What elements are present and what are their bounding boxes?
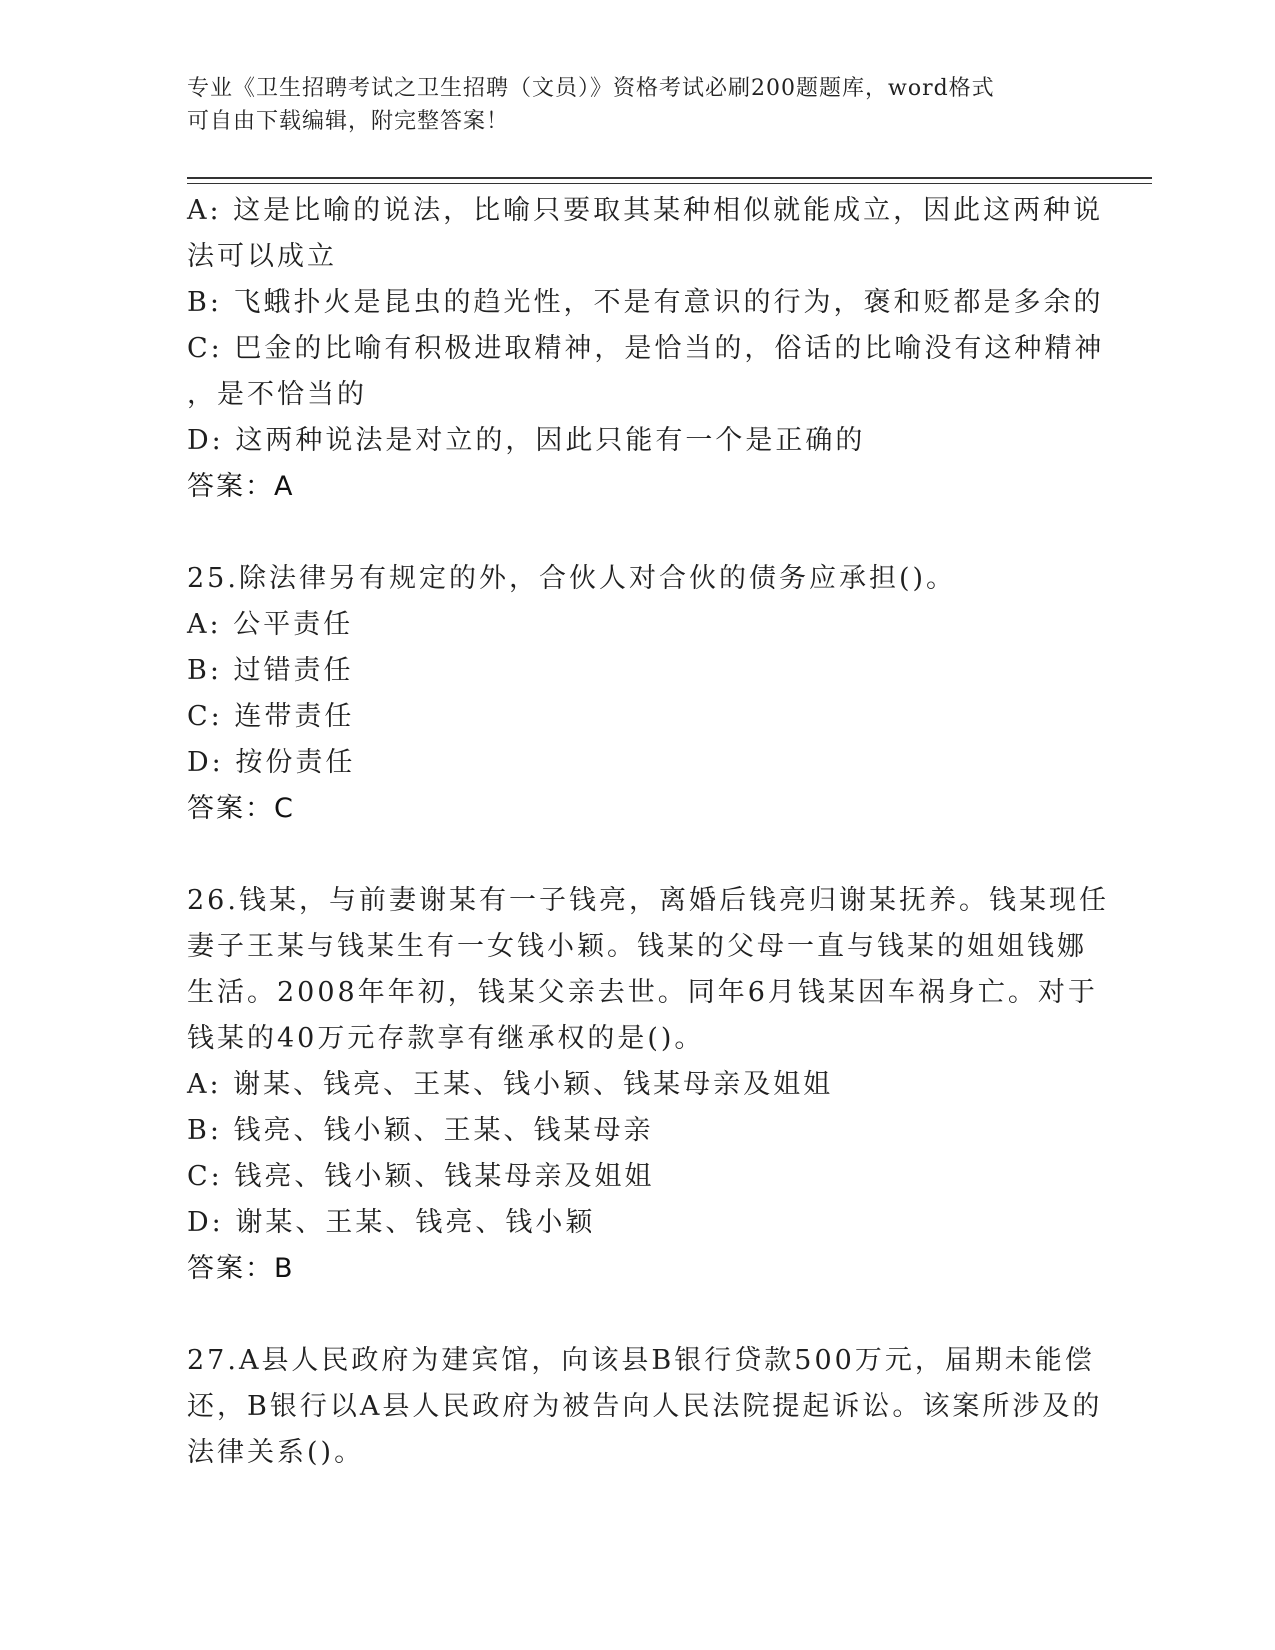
question-stem-line-4: 钱某的40万元存款享有继承权的是()。 — [187, 1023, 705, 1054]
question-25-block — [187, 556, 1087, 832]
header-line-2: 可自由下载编辑，附完整答案！ — [187, 109, 510, 134]
option-c-line-1: C: 巴金的比喻有积极进取精神，是恰当的，俗话的比喻没有这种精神 — [187, 333, 1105, 364]
option-a: A: 谢某、钱亮、王某、钱小颖、钱某母亲及姐姐 — [187, 1069, 834, 1100]
answer-label: 答案：A — [187, 471, 295, 502]
spacer — [187, 832, 1087, 878]
option-d: D: 按份责任 — [187, 747, 356, 778]
option-a: A: 公平责任 — [187, 609, 354, 640]
option-d: D: 谢某、王某、钱亮、钱小颖 — [187, 1207, 596, 1238]
option-b: B: 飞蛾扑火是昆虫的趋光性，不是有意识的行为，褒和贬都是多余的 — [187, 287, 1104, 318]
question-content — [187, 188, 1109, 1476]
option-a-line-1: A: 这是比喻的说法，比喻只要取其某种相似就能成立，因此这两种说 — [187, 195, 1104, 226]
spacer — [187, 510, 1087, 556]
question-stem-line-2: 妻子王某与钱某生有一女钱小颖。钱某的父母一直与钱某的姐姐钱娜 — [187, 931, 1087, 962]
option-a-line-2: 法可以成立 — [187, 241, 337, 272]
option-d: D: 这两种说法是对立的，因此只能有一个是正确的 — [187, 425, 866, 456]
question-stem-line-3: 法律关系()。 — [187, 1437, 365, 1468]
question-stem: 25.除法律另有规定的外，合伙人对合伙的债务应承担()。 — [187, 563, 957, 594]
spacer — [187, 1292, 1087, 1338]
question-stem-line-1: 27.A县人民政府为建宾馆，向该县B银行贷款500万元，届期未能偿 — [187, 1345, 1095, 1376]
question-26-block — [187, 878, 1109, 1292]
answer-label: 答案：C — [187, 793, 295, 824]
header-divider-thick — [187, 177, 1152, 179]
header-divider-thin — [187, 183, 1152, 184]
question-27-block — [187, 1338, 1103, 1476]
question-stem-line-1: 26.钱某，与前妻谢某有一子钱亮，离婚后钱亮归谢某抚养。钱某现任 — [187, 885, 1109, 916]
document-header — [187, 72, 1087, 138]
option-c-line-2: ，是不恰当的 — [187, 379, 367, 410]
option-b: B: 过错责任 — [187, 655, 354, 686]
option-c: C: 连带责任 — [187, 701, 355, 732]
header-line-1: 专业《卫生招聘考试之卫生招聘（文员）》资格考试必刷200题题库，word格式 — [187, 76, 995, 101]
question-stem-line-2: 还，B银行以A县人民政府为被告向人民法院提起诉讼。该案所涉及的 — [187, 1391, 1103, 1422]
question-24-block — [187, 188, 1105, 510]
option-c: C: 钱亮、钱小颖、钱某母亲及姐姐 — [187, 1161, 655, 1192]
question-stem-line-3: 生活。2008年年初，钱某父亲去世。同年6月钱某因车祸身亡。对于 — [187, 977, 1098, 1008]
answer-label: 答案：B — [187, 1253, 295, 1284]
option-b: B: 钱亮、钱小颖、王某、钱某母亲 — [187, 1115, 654, 1146]
